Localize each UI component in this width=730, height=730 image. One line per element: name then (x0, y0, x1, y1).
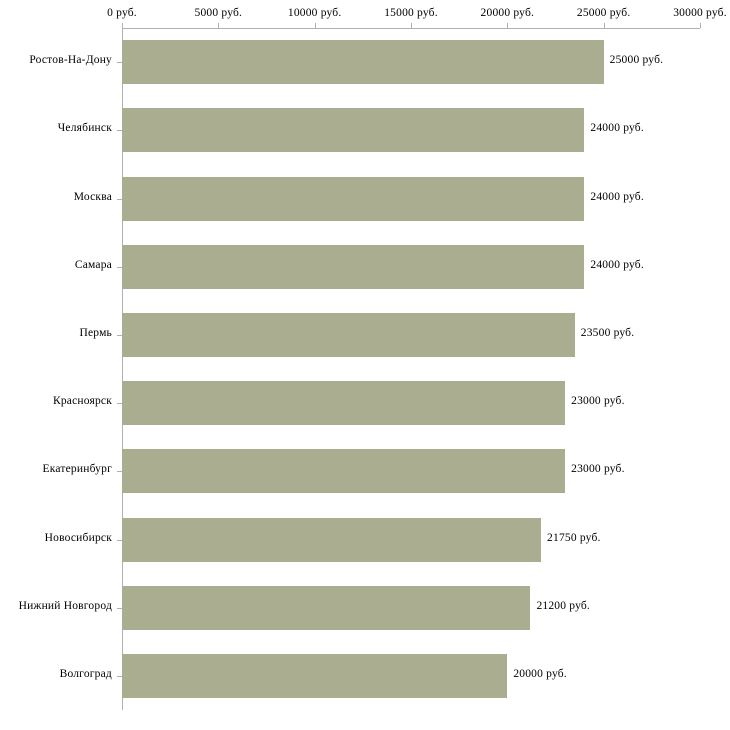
bar[interactable] (122, 586, 530, 630)
x-tick-label: 15000 руб. (384, 7, 438, 19)
bar[interactable] (122, 381, 565, 425)
bar-value-label: 21750 руб. (547, 531, 601, 544)
plot-area (122, 28, 700, 710)
x-tick-label: 10000 руб. (287, 7, 342, 19)
y-tick-label: Пермь (79, 326, 112, 339)
bar-value-label: 24000 руб. (590, 258, 644, 271)
y-tick-label: Челябинск (57, 122, 112, 135)
y-tick-label: Новосибирск (44, 531, 112, 544)
x-tick-label: 0 руб. (107, 7, 137, 19)
bar[interactable] (122, 108, 584, 152)
bar-value-label: 20000 руб. (513, 667, 567, 680)
x-tick-label: 25000 руб. (576, 7, 631, 19)
bar[interactable] (122, 654, 507, 698)
y-tick-label: Ростов-На-Дону (29, 54, 112, 67)
bar[interactable] (122, 245, 584, 289)
bar-value-label: 23500 руб. (580, 326, 635, 339)
bar-value-label: 24000 руб. (590, 122, 644, 135)
y-tick-label: Волгоград (59, 667, 112, 680)
bar[interactable] (122, 40, 604, 84)
y-tick-label: Красноярск (52, 395, 112, 408)
bar-value-label: 23000 руб. (571, 395, 625, 408)
x-tick-label: 20000 руб. (480, 7, 535, 19)
x-tick-label: 5000 руб. (194, 7, 243, 19)
bar-value-label: 25000 руб. (609, 54, 664, 67)
x-tick-mark (700, 23, 701, 28)
y-tick-label: Самара (74, 258, 112, 271)
y-tick-label: Москва (73, 190, 112, 203)
bar-value-label: 23000 руб. (571, 463, 625, 476)
bar[interactable] (122, 449, 565, 493)
y-tick-label: Нижний Новгород (18, 599, 112, 612)
bar-value-label: 21200 руб. (536, 599, 591, 612)
bar[interactable] (122, 518, 541, 562)
bar[interactable] (122, 177, 584, 221)
y-tick-label: Екатеринбург (42, 463, 112, 476)
bar[interactable] (122, 313, 575, 357)
x-tick-label: 30000 руб. (673, 7, 727, 19)
bar-value-label: 24000 руб. (590, 190, 644, 203)
